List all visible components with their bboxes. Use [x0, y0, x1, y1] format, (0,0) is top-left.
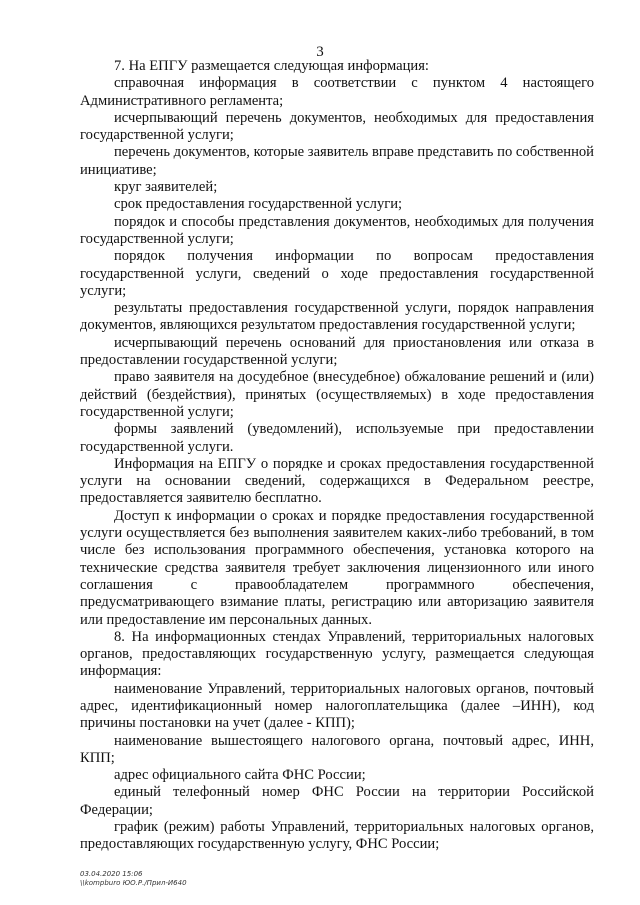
paragraph-service-term: срок предоставления государственной услуги; [114, 196, 403, 213]
paragraph-office-names: наименование Управлений, территориальных налоговых органов, почтовый адрес, идентификационный номер налогоплательщика (далее –ИНН), код причины постановки на учет (далее - КПП); [80, 680, 594, 732]
paragraph-higher-authority: наименование вышестоящего налогового органа, почтовый адрес, ИНН, КПП; [80, 732, 594, 766]
paragraph-service-results: результаты предоставления государственной услуги, порядок направления документов, являющихся результатом предоставления государственной услуги; [80, 300, 594, 334]
paragraph-working-hours: график (режим) работы Управлений, территориальных налоговых органов, предоставляющих государственную услугу, ФНС России; [80, 819, 594, 853]
paragraph-official-website: адрес официального сайта ФНС России; [114, 767, 366, 784]
document-body [80, 58, 594, 854]
paragraph-applicants: круг заявителей; [114, 179, 218, 196]
paragraph-information-procedure: порядок получения информации по вопросам предоставления государственной услуги, сведений о ходе предоставления государственной услуги; [80, 248, 594, 299]
paragraph-optional-documents: перечень документов, которые заявитель вправе представить по собственной инициативе; [80, 144, 594, 178]
paragraph-item-8-heading: 8. На информационных стендах Управлений, территориальных налоговых органов, предоставляющих государственную услугу, размещается следующая информация: [80, 628, 594, 680]
page-number: 3 [316, 44, 324, 60]
paragraph-phone-number: единый телефонный номер ФНС России на территории Российской Федерации; [80, 784, 594, 818]
footer-timestamp: 03.04.2020 15:06 [80, 870, 143, 878]
paragraph-refusal-grounds: исчерпывающий перечень оснований для приостановления или отказа в предоставлении государственной услуги; [80, 334, 594, 369]
paragraph-free-information: Информация на ЕПГУ о порядке и сроках предоставления государственной услуги на основании сведений, содержащихся в Федеральном реестре, предоставляется заявителю бесплатно. [80, 455, 594, 507]
paragraph-documents-list: исчерпывающий перечень документов, необходимых для предоставления государственной услуги; [80, 109, 594, 144]
document-footer [80, 870, 187, 888]
paragraph-submission-methods: порядок и способы представления документов, необходимых для получения государственной услуги; [80, 213, 594, 247]
footer-file-path: \\kompburo ЮО.Р./Прил-И640 [80, 879, 187, 887]
paragraph-item-7-heading: 7. На ЕПГУ размещается следующая информация: [114, 58, 429, 74]
paragraph-appeal-rights: право заявителя на досудебное (внесудебное) обжалование решений и (или) действий (бездействия), принятых (осуществляемых) в ходе предоставления государственной услуги; [80, 369, 594, 420]
paragraph-access-conditions: Доступ к информации о сроках и порядке предоставления государственной услуги осуществляется без выполнения заявителем каких-либо требований, в том числе без использования программного обеспечения, установка которого на технические средства заявителя требует заключения лицензионного или иного соглашения с правообладателем программного обеспечения, предусматривающего взимание платы, регистрацию или авторизацию заявителя или предоставление им персональных данных. [80, 507, 594, 628]
paragraph-reference-info: справочная информация в соответствии с пунктом 4 настоящего Административного регламента; [80, 75, 594, 109]
paragraph-application-forms: формы заявлений (уведомлений), используемые при предоставлении государственной услуги. [80, 421, 594, 455]
